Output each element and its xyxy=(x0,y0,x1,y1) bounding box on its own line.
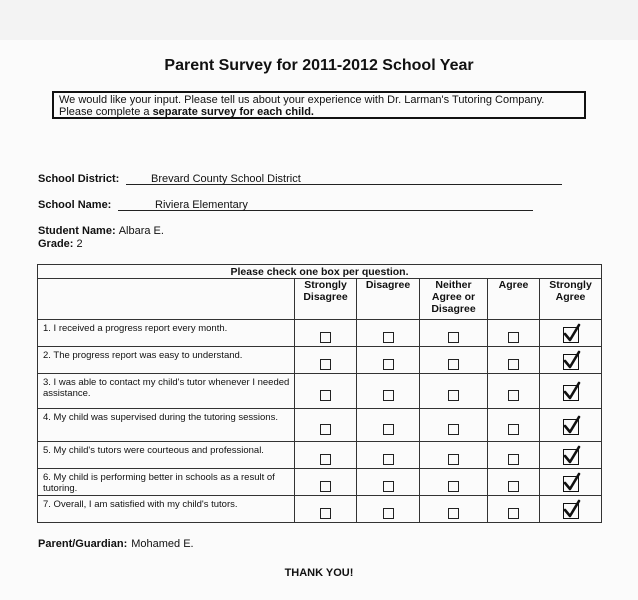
empty-checkbox[interactable] xyxy=(448,359,459,370)
answer-cell xyxy=(357,347,420,374)
header-strongly-disagree: Strongly Disagree xyxy=(295,279,357,320)
answer-cell xyxy=(357,442,420,469)
intro-line-2-bold: separate survey for each child. xyxy=(152,106,314,118)
table-instruction: Please check one box per question. xyxy=(38,265,602,279)
answer-cell xyxy=(295,496,357,523)
empty-checkbox[interactable] xyxy=(448,481,459,492)
school-label: School Name: xyxy=(38,199,112,211)
guardian-value[interactable]: Mohamed E. xyxy=(131,538,194,550)
checked-checkbox[interactable] xyxy=(563,503,579,519)
answer-cell xyxy=(540,409,602,442)
empty-checkbox[interactable] xyxy=(448,424,459,435)
empty-checkbox[interactable] xyxy=(508,390,519,401)
student-name-row xyxy=(38,225,164,237)
answer-cell xyxy=(420,469,488,496)
empty-checkbox[interactable] xyxy=(448,454,459,465)
header-agree: Agree xyxy=(488,279,540,320)
answer-cell xyxy=(295,442,357,469)
answer-cell xyxy=(540,347,602,374)
answer-cell xyxy=(488,469,540,496)
school-value[interactable]: Riviera Elementary xyxy=(155,199,248,211)
answer-cell xyxy=(357,496,420,523)
empty-checkbox[interactable] xyxy=(383,359,394,370)
answer-cell xyxy=(488,409,540,442)
answer-cell xyxy=(357,320,420,347)
question-text: 5. My child's tutors were courteous and professional. xyxy=(38,442,295,469)
question-text: 7. Overall, I am satisfied with my child's tutors. xyxy=(38,496,295,523)
empty-checkbox[interactable] xyxy=(508,359,519,370)
empty-checkbox[interactable] xyxy=(383,424,394,435)
header-neither: Neither Agree or Disagree xyxy=(420,279,488,320)
checked-checkbox[interactable] xyxy=(563,385,579,401)
empty-checkbox[interactable] xyxy=(383,390,394,401)
answer-cell xyxy=(357,374,420,409)
question-text: 3. I was able to contact my child's tutor whenever I needed assistance. xyxy=(38,374,295,409)
empty-checkbox[interactable] xyxy=(383,508,394,519)
checked-checkbox[interactable] xyxy=(563,327,579,343)
answer-cell xyxy=(540,469,602,496)
empty-checkbox[interactable] xyxy=(320,508,331,519)
header-strongly-agree: Strongly Agree xyxy=(540,279,602,320)
empty-checkbox[interactable] xyxy=(320,359,331,370)
answer-cell xyxy=(540,320,602,347)
student-value[interactable]: Albara E. xyxy=(118,225,164,237)
answer-cell xyxy=(357,409,420,442)
answer-cell xyxy=(420,409,488,442)
question-text: 1. I received a progress report every month. xyxy=(38,320,295,347)
answer-cell xyxy=(488,320,540,347)
intro-line-2-prefix: Please complete a xyxy=(59,106,153,118)
checked-checkbox[interactable] xyxy=(563,449,579,465)
question-row xyxy=(38,469,602,496)
district-label: School District: xyxy=(38,173,120,185)
grade-value[interactable]: 2 xyxy=(76,238,83,250)
intro-box xyxy=(52,91,586,119)
empty-checkbox[interactable] xyxy=(320,454,331,465)
answer-cell xyxy=(420,320,488,347)
empty-checkbox[interactable] xyxy=(508,332,519,343)
answer-cell xyxy=(540,442,602,469)
checked-checkbox[interactable] xyxy=(563,354,579,370)
answer-cell xyxy=(295,409,357,442)
answer-cell xyxy=(540,496,602,523)
answer-cell xyxy=(540,374,602,409)
empty-checkbox[interactable] xyxy=(448,332,459,343)
checkmark-icon xyxy=(563,350,581,370)
grade-row xyxy=(38,238,83,250)
checked-checkbox[interactable] xyxy=(563,476,579,492)
empty-checkbox[interactable] xyxy=(320,424,331,435)
empty-checkbox[interactable] xyxy=(508,454,519,465)
table-header-row xyxy=(38,279,602,320)
checkmark-icon xyxy=(563,499,581,519)
header-disagree: Disagree xyxy=(357,279,420,320)
empty-checkbox[interactable] xyxy=(320,390,331,401)
scan-top-band xyxy=(0,0,638,40)
question-text: 4. My child was supervised during the tutoring sessions. xyxy=(38,409,295,442)
checkmark-icon xyxy=(563,415,581,435)
student-label: Student Name: xyxy=(38,225,116,237)
empty-checkbox[interactable] xyxy=(448,508,459,519)
answer-cell xyxy=(488,374,540,409)
question-row xyxy=(38,347,602,374)
checkmark-icon xyxy=(563,445,581,465)
question-row xyxy=(38,374,602,409)
answer-cell xyxy=(420,442,488,469)
intro-line-2 xyxy=(59,106,579,118)
question-row xyxy=(38,442,602,469)
grade-label: Grade: xyxy=(38,238,74,250)
empty-checkbox[interactable] xyxy=(383,454,394,465)
empty-checkbox[interactable] xyxy=(508,481,519,492)
answer-cell xyxy=(295,347,357,374)
thank-you: THANK YOU! xyxy=(284,567,354,579)
question-row xyxy=(38,320,602,347)
guardian-row xyxy=(38,538,194,550)
answer-cell xyxy=(488,442,540,469)
answer-cell xyxy=(488,496,540,523)
intro-line-1: We would like your input. Please tell us about your experience with Dr. Larman's Tutoring Company. xyxy=(59,94,545,106)
answer-cell xyxy=(295,469,357,496)
guardian-label: Parent/Guardian: xyxy=(38,538,128,550)
answer-cell xyxy=(357,469,420,496)
question-rows xyxy=(38,320,602,523)
survey-table xyxy=(37,264,602,523)
empty-checkbox[interactable] xyxy=(383,332,394,343)
question-text: 2. The progress report was easy to understand. xyxy=(38,347,295,374)
answer-cell xyxy=(420,374,488,409)
header-blank xyxy=(38,279,295,320)
answer-cell xyxy=(420,347,488,374)
empty-checkbox[interactable] xyxy=(508,508,519,519)
empty-checkbox[interactable] xyxy=(508,424,519,435)
checkmark-icon xyxy=(563,472,581,492)
answer-cell xyxy=(295,374,357,409)
question-row xyxy=(38,496,602,523)
empty-checkbox[interactable] xyxy=(320,332,331,343)
checkmark-icon xyxy=(563,323,581,343)
answer-cell xyxy=(488,347,540,374)
page-title: Parent Survey for 2011-2012 School Year xyxy=(164,57,474,74)
answer-cell xyxy=(295,320,357,347)
question-row xyxy=(38,409,602,442)
checked-checkbox[interactable] xyxy=(563,419,579,435)
empty-checkbox[interactable] xyxy=(448,390,459,401)
question-text: 6. My child is performing better in schools as a result of tutoring. xyxy=(38,469,295,496)
answer-cell xyxy=(420,496,488,523)
empty-checkbox[interactable] xyxy=(320,481,331,492)
empty-checkbox[interactable] xyxy=(383,481,394,492)
district-value[interactable]: Brevard County School District xyxy=(151,173,301,185)
checkmark-icon xyxy=(563,381,581,401)
